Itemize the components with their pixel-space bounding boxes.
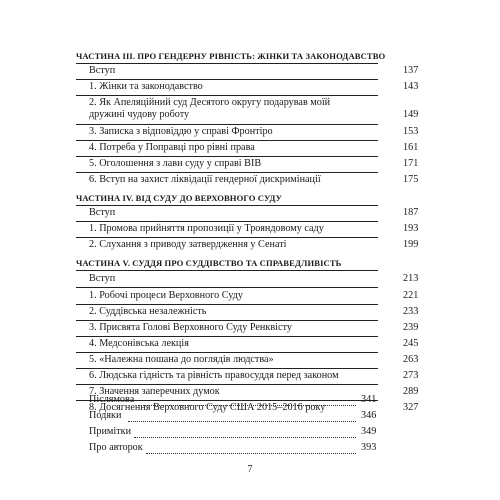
toc-entry-title: 1. Робочі процеси Верховного Суду [89,290,243,301]
back-matter-title[interactable]: Подяки [89,410,122,421]
page-number: 7 [247,464,253,475]
toc-entry-page: 289 [403,386,419,397]
toc-entry-title: Вступ [89,65,116,76]
toc-entry-page: 175 [403,174,419,185]
toc-entry-page: 221 [403,290,419,301]
toc-entry-page: 187 [403,207,419,218]
back-matter-page: 346 [361,410,377,421]
toc-entry-page: 213 [403,273,419,284]
divider [76,287,378,288]
toc-entry-title: Вступ [89,207,116,218]
dot-leader [138,405,356,406]
toc-entry-page: 137 [403,65,419,76]
toc-entry-title: 6. Вступ на захист ліквідації гендерної дискримінації [89,174,321,185]
toc-entry-page: 149 [403,109,419,120]
toc-entry-title: 6. Людська гідність та рівність правосуддя перед законом [89,370,339,381]
divider [76,336,378,337]
toc-entry-title: 4. Медсонівська лекція [89,338,189,349]
toc-entry-title: 2. Слухання з приводу затвердження у Сенаті [89,239,287,250]
divider [76,95,378,96]
toc-entry-page: 153 [403,126,419,137]
divider [76,156,378,157]
back-matter-title[interactable]: Примітки [89,426,132,437]
toc-entry-page: 327 [403,402,419,413]
toc-entry-title: 1. Жінки та законодавство [89,81,203,92]
divider [76,221,378,222]
part-title: ЧАСТИНА V. СУДДЯ ПРО СУДДІВСТВО ТА СПРАВЕДЛИВІСТЬ [76,258,342,268]
divider [76,304,378,305]
back-matter-title[interactable]: Післямова [89,394,135,405]
toc-entry-title: 4. Потреба у Поправці про рівні права [89,142,255,153]
toc-entry-page: 233 [403,306,419,317]
divider [76,79,378,80]
divider [76,384,378,385]
toc-entry-title: 1. Промова прийняття пропозиції у Трояндовому саду [89,223,324,234]
toc-entry-page: 171 [403,158,419,169]
divider [76,237,378,238]
dot-leader [128,421,356,422]
divider [76,140,378,141]
divider [76,63,378,64]
toc-entry-page: 161 [403,142,419,153]
divider [76,320,378,321]
toc-entry-page: 239 [403,322,419,333]
divider [76,352,378,353]
toc-entry-title: 3. Присвята Голові Верховного Суду Ренквісту [89,322,292,333]
back-matter-title[interactable]: Про авторок [89,442,143,453]
toc-entry-title: 2. Суддівська незалежність [89,306,207,317]
toc-entry-page: 273 [403,370,419,381]
toc-entry-page: 143 [403,81,419,92]
divider [76,368,378,369]
toc-entry-title: Вступ [89,273,116,284]
toc-entry-title: 3. Записка з відповіддю у справі Фронтіро [89,126,273,137]
part-title: ЧАСТИНА IV. ВІД СУДУ ДО ВЕРХОВНОГО СУДУ [76,193,283,203]
back-matter-page: 341 [361,394,377,405]
toc-entry-title: 7. Значення заперечних думок [89,386,220,397]
toc-entry-title: 2. Як Апеляційний суд Десятого округу подарував моїй дружині чудову роботу [89,97,331,120]
back-matter-page: 393 [361,442,377,453]
divider [76,172,378,173]
divider [76,205,378,206]
part-title: ЧАСТИНА ІІІ. ПРО ГЕНДЕРНУ РІВНІСТЬ: ЖІНКИ ТА ЗАКОНОДАВСТВО [76,51,386,61]
divider [76,124,378,125]
toc-entry-title: 8. Досягнення Верховного Суду США 2015–2016 року [89,402,326,413]
toc-entry-page: 263 [403,354,419,365]
toc-entry-title: 5. Оголошення з лави суду у справі ВІВ [89,158,262,169]
toc-entry-page: 193 [403,223,419,234]
back-matter-page: 349 [361,426,377,437]
toc-entry-title: 5. «Належна пошана до поглядів людства» [89,354,274,365]
toc-entry-page: 199 [403,239,419,250]
dot-leader [134,437,356,438]
divider [76,270,378,271]
dot-leader [146,453,356,454]
toc-entry-page: 245 [403,338,419,349]
